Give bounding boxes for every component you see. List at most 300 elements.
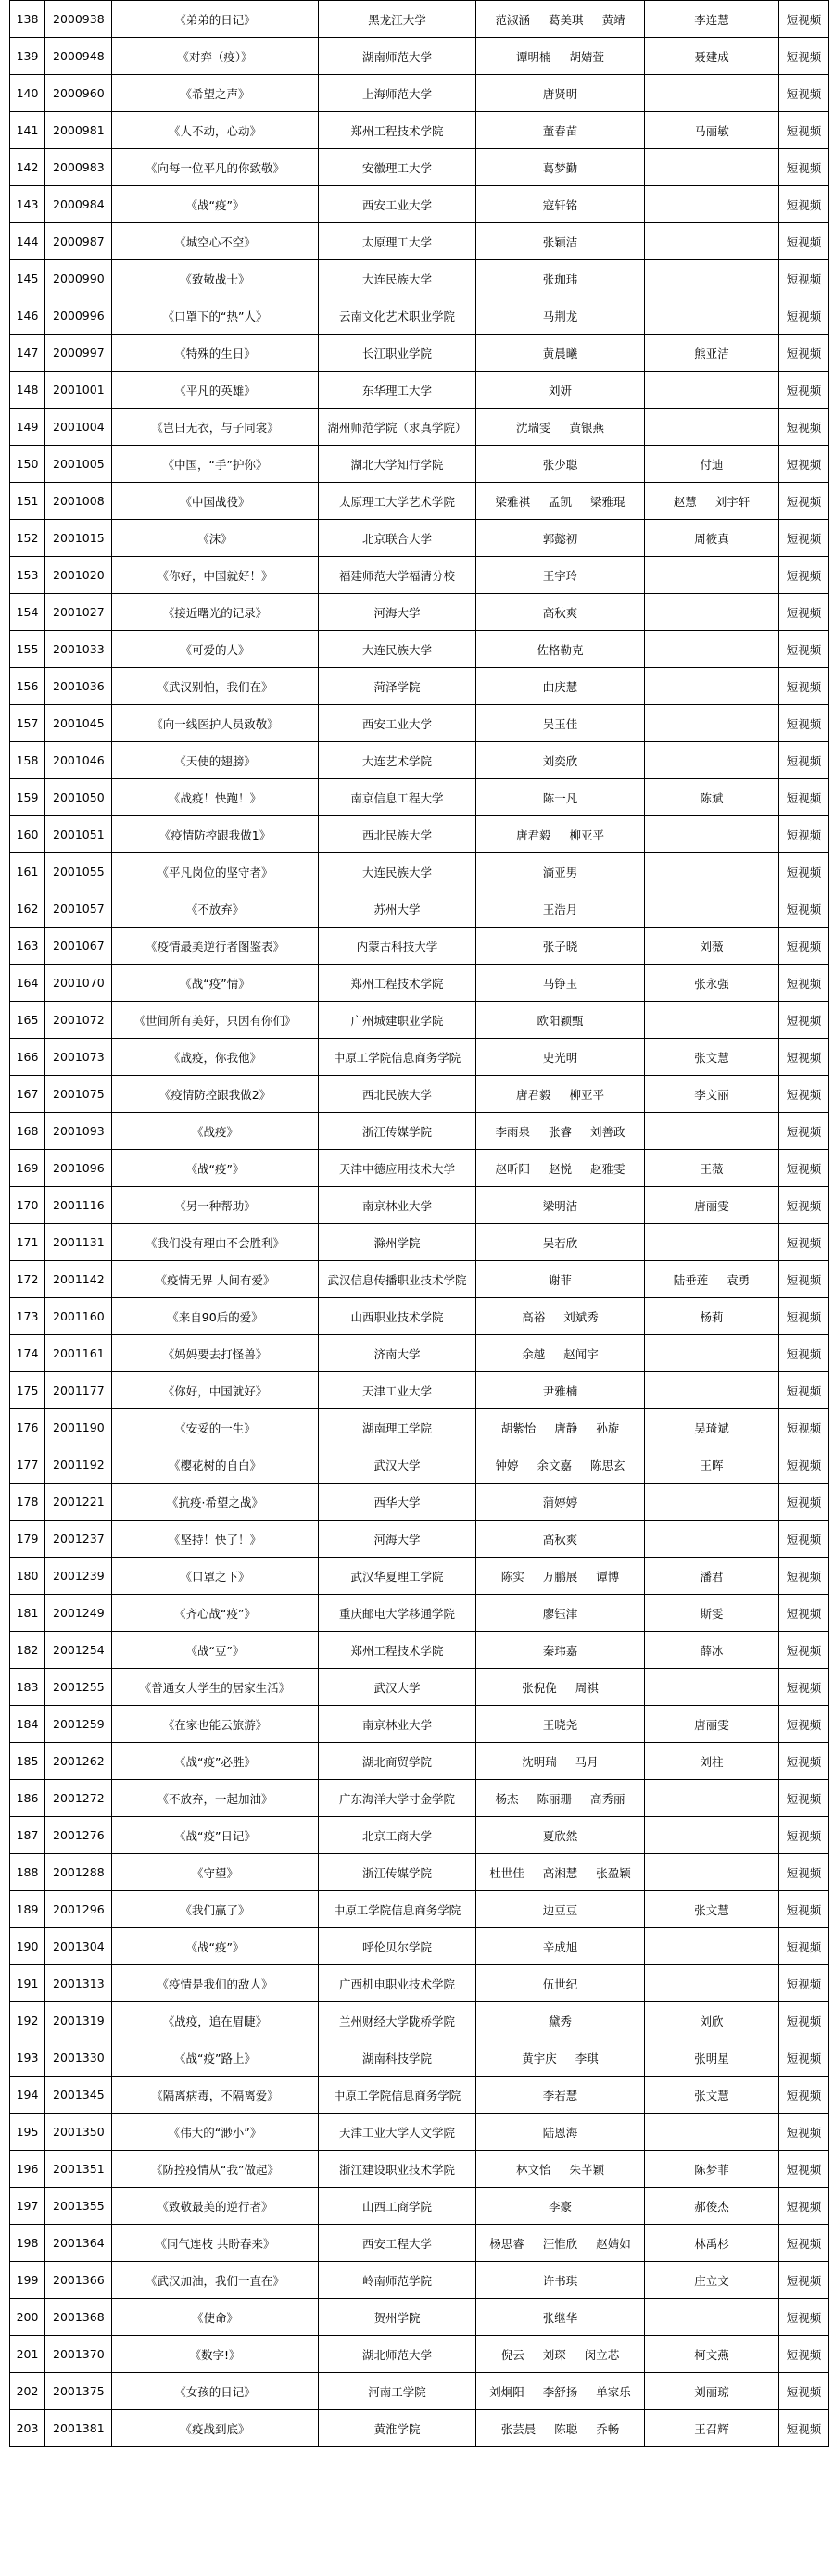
category-cell: 短视频 [779, 1, 829, 38]
category-cell: 短视频 [779, 1002, 829, 1039]
entry-code-cell: 2001067 [45, 928, 112, 965]
advisors-cell [645, 742, 779, 779]
category-cell: 短视频 [779, 1928, 829, 1965]
work-title-cell: 《特殊的生日》 [112, 335, 319, 372]
table-row [10, 520, 829, 557]
table-row [10, 1, 829, 38]
work-title-cell: 《安妥的一生》 [112, 1409, 319, 1446]
school-cell: 菏泽学院 [319, 668, 476, 705]
work-title-cell: 《我们没有理由不会胜利》 [112, 1224, 319, 1261]
table-row [10, 2002, 829, 2039]
category-cell: 短视频 [779, 2188, 829, 2225]
authors-cell [476, 1187, 645, 1224]
school-cell: 中原工学院信息商务学院 [319, 2077, 476, 2114]
entry-code-cell: 2001381 [45, 2410, 112, 2447]
table-row [10, 1372, 829, 1409]
authors-cell [476, 1632, 645, 1669]
row-number-cell: 174 [10, 1335, 45, 1372]
authors-cell [476, 446, 645, 483]
authors-cell [476, 705, 645, 742]
advisors-cell [645, 1150, 779, 1187]
work-title-cell: 《疫情防控跟我做1》 [112, 816, 319, 853]
category-cell: 短视频 [779, 1743, 829, 1780]
authors-name: 葛美琪 [548, 12, 584, 27]
table-row [10, 1965, 829, 2002]
row-number-cell: 190 [10, 1928, 45, 1965]
school-cell: 大连民族大学 [319, 631, 476, 668]
school-cell: 河南工学院 [319, 2373, 476, 2410]
work-title-cell: 《伟大的“渺小”》 [112, 2114, 319, 2151]
authors-name: 谢菲 [548, 1272, 572, 1287]
work-title-cell: 《战疫！快跑！》 [112, 779, 319, 816]
entry-code-cell: 2001350 [45, 2114, 112, 2151]
row-number-cell: 167 [10, 1076, 45, 1113]
school-cell: 郑州工程技术学院 [319, 1632, 476, 1669]
work-title-cell: 《来自90后的爱》 [112, 1298, 319, 1335]
work-title-cell: 《战“豆”》 [112, 1632, 319, 1669]
category-cell: 短视频 [779, 409, 829, 446]
authors-cell [476, 1669, 645, 1706]
table-row [10, 742, 829, 779]
advisors-name: 付迪 [700, 457, 724, 472]
category-cell: 短视频 [779, 223, 829, 260]
authors-cell [476, 1595, 645, 1632]
row-number-cell: 146 [10, 297, 45, 335]
work-title-cell: 《武汉别怕，我们在》 [112, 668, 319, 705]
work-title-cell: 《战“疫”必胜》 [112, 1743, 319, 1780]
school-cell: 内蒙古科技大学 [319, 928, 476, 965]
work-title-cell: 《齐心战“疫”》 [112, 1595, 319, 1632]
table-row [10, 297, 829, 335]
school-cell: 福建师范大学福清分校 [319, 557, 476, 594]
school-cell: 武汉大学 [319, 1669, 476, 1706]
table-row [10, 372, 829, 409]
work-title-cell: 《坚持！快了！》 [112, 1521, 319, 1558]
authors-cell [476, 297, 645, 335]
authors-cell [476, 520, 645, 557]
school-cell: 湖南理工学院 [319, 1409, 476, 1446]
school-cell: 湖州师范学院（求真学院） [319, 409, 476, 446]
table-row [10, 1298, 829, 1335]
advisors-name: 唐丽雯 [694, 1198, 729, 1213]
school-cell: 天津中德应用技术大学 [319, 1150, 476, 1187]
table-row [10, 1409, 829, 1446]
authors-cell [476, 631, 645, 668]
work-title-cell: 《战“疫”日记》 [112, 1817, 319, 1854]
category-cell: 短视频 [779, 2002, 829, 2039]
advisors-cell [645, 1039, 779, 1076]
authors-cell [476, 2299, 645, 2336]
table-row [10, 112, 829, 149]
entry-code-cell: 2001075 [45, 1076, 112, 1113]
authors-cell [476, 2336, 645, 2373]
row-number-cell: 194 [10, 2077, 45, 2114]
entry-code-cell: 2001033 [45, 631, 112, 668]
row-number-cell: 155 [10, 631, 45, 668]
authors-cell [476, 75, 645, 112]
authors-name: 闵立芯 [584, 2347, 620, 2362]
entry-code-cell: 2001368 [45, 2299, 112, 2336]
entry-code-cell: 2001313 [45, 1965, 112, 2002]
school-cell: 天津工业大学 [319, 1372, 476, 1409]
authors-name: 马铮玉 [542, 976, 578, 991]
row-number-cell: 175 [10, 1372, 45, 1409]
entry-code-cell: 2000997 [45, 335, 112, 372]
authors-name: 张子晓 [542, 939, 578, 953]
entry-code-cell: 2000981 [45, 112, 112, 149]
row-number-cell: 140 [10, 75, 45, 112]
category-cell: 短视频 [779, 1076, 829, 1113]
entry-code-cell: 2000938 [45, 1, 112, 38]
authors-name: 唐君毅 [515, 827, 551, 842]
advisors-cell [645, 186, 779, 223]
table-row [10, 1854, 829, 1891]
authors-name: 马荆龙 [542, 309, 578, 323]
advisors-name: 唐丽雯 [694, 1717, 729, 1732]
school-cell: 北京工商大学 [319, 1817, 476, 1854]
authors-cell [476, 890, 645, 928]
row-number-cell: 184 [10, 1706, 45, 1743]
advisors-name: 张文慧 [694, 2088, 729, 2102]
advisors-cell [645, 1335, 779, 1372]
authors-cell [476, 1854, 645, 1891]
table-row [10, 186, 829, 223]
authors-name: 高湘慧 [542, 1865, 578, 1880]
authors-name: 余文嘉 [537, 1458, 572, 1472]
advisors-cell [645, 1002, 779, 1039]
authors-name: 刘琛 [542, 2347, 566, 2362]
advisors-cell [645, 1409, 779, 1446]
authors-name: 夏欣然 [542, 1828, 578, 1843]
entry-code-cell: 2000948 [45, 38, 112, 75]
authors-name: 欧阳颖甄 [537, 1013, 584, 1028]
category-cell: 短视频 [779, 1150, 829, 1187]
advisors-name: 王薇 [700, 1161, 724, 1176]
authors-name: 张芸晨 [500, 2421, 537, 2436]
authors-name: 张颖洁 [542, 234, 578, 249]
advisors-name: 刘薇 [700, 939, 724, 953]
authors-name: 范淑涵 [495, 12, 530, 27]
authors-name: 佐格勒克 [537, 642, 584, 657]
category-cell: 短视频 [779, 1669, 829, 1706]
work-title-cell: 《普通女大学生的居家生活》 [112, 1669, 319, 1706]
authors-cell [476, 1002, 645, 1039]
table-row [10, 2299, 829, 2336]
advisors-cell [645, 483, 779, 520]
authors-name: 郭懿初 [542, 531, 578, 546]
work-title-cell: 《战疫，你我他》 [112, 1039, 319, 1076]
advisors-name: 聂建成 [694, 49, 729, 64]
advisors-cell [645, 2114, 779, 2151]
table-row [10, 75, 829, 112]
row-number-cell: 147 [10, 335, 45, 372]
advisors-cell [645, 1669, 779, 1706]
table-row [10, 2114, 829, 2151]
row-number-cell: 152 [10, 520, 45, 557]
authors-name: 杨杰 [495, 1791, 519, 1806]
authors-name: 赵闻宇 [563, 1346, 599, 1361]
authors-name: 赵婧如 [596, 2236, 631, 2251]
category-cell: 短视频 [779, 557, 829, 594]
work-title-cell: 《人不动，心动》 [112, 112, 319, 149]
work-title-cell: 《战“疫”情》 [112, 965, 319, 1002]
advisors-cell [645, 1928, 779, 1965]
row-number-cell: 203 [10, 2410, 45, 2447]
entry-code-cell: 2001272 [45, 1780, 112, 1817]
entry-code-cell: 2001072 [45, 1002, 112, 1039]
table-row [10, 2225, 829, 2262]
authors-name: 赵雅雯 [590, 1161, 626, 1176]
authors-name: 谭博 [596, 1569, 620, 1584]
advisors-name: 王晖 [700, 1458, 724, 1472]
row-number-cell: 198 [10, 2225, 45, 2262]
table-row [10, 1261, 829, 1298]
school-cell: 贺州学院 [319, 2299, 476, 2336]
authors-name: 吴若欣 [542, 1235, 578, 1250]
school-cell: 南京信息工程大学 [319, 779, 476, 816]
school-cell: 浙江建设职业技术学院 [319, 2151, 476, 2188]
advisors-name: 王召辉 [694, 2421, 729, 2436]
row-number-cell: 177 [10, 1446, 45, 1484]
authors-name: 赵悦 [548, 1161, 572, 1176]
authors-name: 高秋爽 [542, 1532, 578, 1547]
advisors-cell [645, 631, 779, 668]
work-title-cell: 《向一线医护人员致敬》 [112, 705, 319, 742]
authors-name: 杜世佳 [489, 1865, 524, 1880]
school-cell: 大连民族大学 [319, 260, 476, 297]
work-title-cell: 《战“疫”》 [112, 1150, 319, 1187]
work-title-cell: 《向每一位平凡的你致敬》 [112, 149, 319, 186]
row-number-cell: 200 [10, 2299, 45, 2336]
category-cell: 短视频 [779, 1187, 829, 1224]
entry-code-cell: 2001304 [45, 1928, 112, 1965]
row-number-cell: 170 [10, 1187, 45, 1224]
table-row [10, 1669, 829, 1706]
category-cell: 短视频 [779, 928, 829, 965]
authors-name: 黄银燕 [569, 420, 605, 435]
row-number-cell: 145 [10, 260, 45, 297]
authors-name: 秦玮嘉 [542, 1643, 578, 1658]
authors-name: 史光明 [542, 1050, 578, 1065]
authors-name: 胡婧萱 [569, 49, 605, 64]
row-number-cell: 196 [10, 2151, 45, 2188]
advisors-name: 薛冰 [700, 1643, 724, 1658]
entry-code-cell: 2001055 [45, 853, 112, 890]
category-cell: 短视频 [779, 372, 829, 409]
authors-cell [476, 2151, 645, 2188]
authors-cell [476, 2114, 645, 2151]
entry-code-cell: 2001276 [45, 1817, 112, 1854]
authors-cell [476, 112, 645, 149]
advisors-name: 刘柱 [700, 1754, 724, 1769]
school-cell: 东华理工大学 [319, 372, 476, 409]
authors-cell [476, 1817, 645, 1854]
school-cell: 济南大学 [319, 1335, 476, 1372]
entry-code-cell: 2001015 [45, 520, 112, 557]
row-number-cell: 195 [10, 2114, 45, 2151]
table-row [10, 1632, 829, 1669]
table-row [10, 1891, 829, 1928]
advisors-cell [645, 705, 779, 742]
category-cell: 短视频 [779, 705, 829, 742]
advisors-cell [645, 75, 779, 112]
results-table [9, 0, 829, 2447]
advisors-cell [645, 446, 779, 483]
authors-name: 张倪俛 [522, 1680, 557, 1695]
category-cell: 短视频 [779, 1446, 829, 1484]
authors-name: 沈瑞雯 [515, 420, 551, 435]
advisors-cell [645, 1484, 779, 1521]
authors-name: 马月 [575, 1754, 599, 1769]
category-cell: 短视频 [779, 816, 829, 853]
school-cell: 重庆邮电大学移通学院 [319, 1595, 476, 1632]
school-cell: 武汉大学 [319, 1446, 476, 1484]
advisors-cell [645, 372, 779, 409]
entry-code-cell: 2001345 [45, 2077, 112, 2114]
advisors-name: 张文慧 [694, 1902, 729, 1917]
work-title-cell: 《妈妈要去打怪兽》 [112, 1335, 319, 1372]
table-row [10, 1224, 829, 1261]
entry-code-cell: 2001020 [45, 557, 112, 594]
advisors-name: 庄立文 [694, 2273, 729, 2288]
advisors-cell [645, 1224, 779, 1261]
work-title-cell: 《守望》 [112, 1854, 319, 1891]
authors-cell [476, 1224, 645, 1261]
authors-cell [476, 2373, 645, 2410]
advisors-name: 袁勇 [727, 1272, 751, 1287]
row-number-cell: 179 [10, 1521, 45, 1558]
table-row [10, 1076, 829, 1113]
authors-cell [476, 1743, 645, 1780]
work-title-cell: 《战“疫”》 [112, 186, 319, 223]
category-cell: 短视频 [779, 1521, 829, 1558]
authors-name: 刘善政 [590, 1124, 626, 1139]
category-cell: 短视频 [779, 1224, 829, 1261]
work-title-cell: 《疫情防控跟我做2》 [112, 1076, 319, 1113]
authors-cell [476, 816, 645, 853]
authors-name: 胡紫怡 [500, 1421, 537, 1435]
advisors-name: 张明星 [694, 2051, 729, 2065]
school-cell: 岭南师范学院 [319, 2262, 476, 2299]
authors-cell [476, 1484, 645, 1521]
authors-name: 倪云 [500, 2347, 524, 2362]
advisors-name: 陈斌 [700, 790, 724, 805]
row-number-cell: 160 [10, 816, 45, 853]
category-cell: 短视频 [779, 594, 829, 631]
advisors-cell [645, 890, 779, 928]
category-cell: 短视频 [779, 1039, 829, 1076]
table-row [10, 1002, 829, 1039]
work-title-cell: 《使命》 [112, 2299, 319, 2336]
table-row [10, 1706, 829, 1743]
advisors-name: 杨莉 [700, 1309, 724, 1324]
work-title-cell: 《口罩之下》 [112, 1558, 319, 1595]
authors-cell [476, 1261, 645, 1298]
advisors-cell [645, 1187, 779, 1224]
category-cell: 短视频 [779, 1891, 829, 1928]
category-cell: 短视频 [779, 1558, 829, 1595]
row-number-cell: 183 [10, 1669, 45, 1706]
authors-name: 孟凯 [548, 494, 572, 509]
advisors-cell [645, 335, 779, 372]
advisors-cell [645, 1113, 779, 1150]
work-title-cell: 《疫情最美逆行者图鉴表》 [112, 928, 319, 965]
row-number-cell: 173 [10, 1298, 45, 1335]
advisors-cell [645, 297, 779, 335]
authors-cell [476, 186, 645, 223]
school-cell: 中原工学院信息商务学院 [319, 1891, 476, 1928]
advisors-cell [645, 112, 779, 149]
entry-code-cell: 2000960 [45, 75, 112, 112]
authors-name: 李豪 [548, 2199, 572, 2214]
work-title-cell: 《致敬战士》 [112, 260, 319, 297]
row-number-cell: 161 [10, 853, 45, 890]
school-cell: 广东海洋大学寸金学院 [319, 1780, 476, 1817]
row-number-cell: 156 [10, 668, 45, 705]
category-cell: 短视频 [779, 1854, 829, 1891]
table-row [10, 1558, 829, 1595]
authors-cell [476, 483, 645, 520]
school-cell: 河海大学 [319, 594, 476, 631]
entry-code-cell: 2001296 [45, 1891, 112, 1928]
table-row [10, 2336, 829, 2373]
work-title-cell: 《世间所有美好，只因有你们》 [112, 1002, 319, 1039]
authors-name: 高秀丽 [590, 1791, 626, 1806]
authors-name: 柳亚平 [569, 827, 605, 842]
authors-name: 王晓尧 [542, 1717, 578, 1732]
entry-code-cell: 2000987 [45, 223, 112, 260]
school-cell: 郑州工程技术学院 [319, 112, 476, 149]
row-number-cell: 201 [10, 2336, 45, 2373]
entry-code-cell: 2001221 [45, 1484, 112, 1521]
authors-cell [476, 1521, 645, 1558]
category-cell: 短视频 [779, 1484, 829, 1521]
entry-code-cell: 2001036 [45, 668, 112, 705]
authors-name: 汪惟欣 [542, 2236, 578, 2251]
table-row [10, 668, 829, 705]
entry-code-cell: 2000984 [45, 186, 112, 223]
school-cell: 长江职业学院 [319, 335, 476, 372]
work-title-cell: 《弟弟的日记》 [112, 1, 319, 38]
entry-code-cell: 2001070 [45, 965, 112, 1002]
category-cell: 短视频 [779, 520, 829, 557]
row-number-cell: 199 [10, 2262, 45, 2299]
authors-name: 张少聪 [542, 457, 578, 472]
authors-cell [476, 223, 645, 260]
row-number-cell: 148 [10, 372, 45, 409]
entry-code-cell: 2001239 [45, 1558, 112, 1595]
authors-name: 陆恩海 [542, 2125, 578, 2140]
table-row [10, 38, 829, 75]
authors-cell [476, 2188, 645, 2225]
work-title-cell: 《防控疫情从“我”做起》 [112, 2151, 319, 2188]
authors-cell [476, 1, 645, 38]
school-cell: 苏州大学 [319, 890, 476, 928]
work-title-cell: 《中国，“手”护你》 [112, 446, 319, 483]
table-row [10, 1817, 829, 1854]
table-row [10, 853, 829, 890]
school-cell: 广州城建职业学院 [319, 1002, 476, 1039]
work-title-cell: 《战“疫”》 [112, 1928, 319, 1965]
entry-code-cell: 2001255 [45, 1669, 112, 1706]
advisors-cell [645, 2336, 779, 2373]
authors-name: 陈丽珊 [537, 1791, 572, 1806]
entry-code-cell: 2000990 [45, 260, 112, 297]
work-title-cell: 《武汉加油，我们一直在》 [112, 2262, 319, 2299]
authors-name: 黄宇庆 [522, 2051, 557, 2065]
authors-cell [476, 557, 645, 594]
authors-name: 边豆豆 [542, 1902, 578, 1917]
